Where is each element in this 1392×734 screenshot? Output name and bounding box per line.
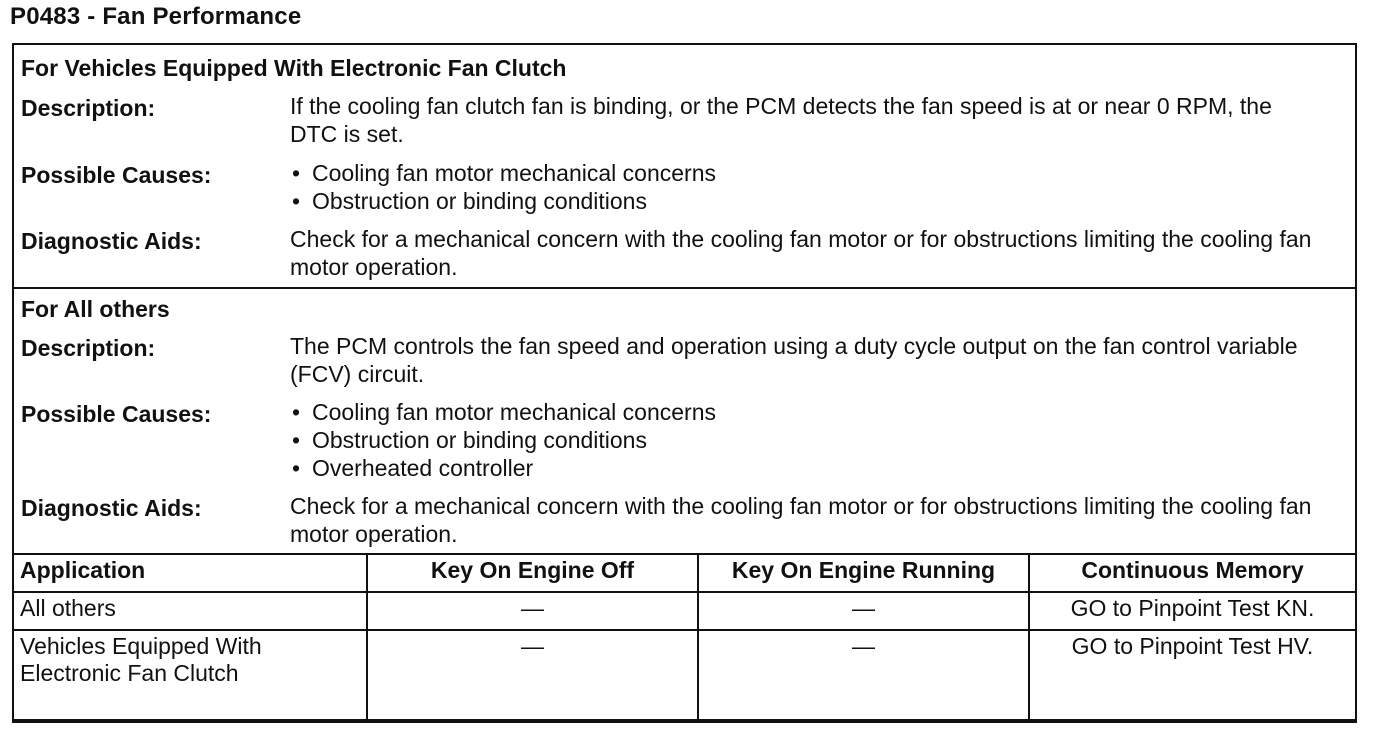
table-header-row: [13, 554, 1356, 592]
diagnostic-aids-text: Check for a mechanical concern with the cooling fan motor or for obstructions limiting the cooling fan motor operation.: [290, 226, 1312, 280]
possible-causes-label: Possible Causes:: [21, 401, 212, 427]
header-application: Application: [13, 554, 367, 592]
diagnostic-aids-label: Diagnostic Aids:: [21, 228, 202, 254]
section-all-others: [14, 287, 1355, 553]
description-label: Description:: [21, 335, 156, 361]
description-text: If the cooling fan clutch fan is binding, or the PCM detects the fan speed is at or near 0 RPM, the DTC is set.: [290, 93, 1272, 147]
diagnostic-aids-text: Check for a mechanical concern with the cooling fan motor or for obstructions limiting the cooling fan motor operation.: [290, 493, 1312, 547]
cell-koeo: —: [367, 630, 698, 720]
page-title: P0483 - Fan Performance: [10, 3, 302, 30]
cause-item: • Obstruction or binding conditions: [290, 426, 1340, 454]
section-electronic-fan-clutch: [14, 45, 1355, 287]
header-continuous-memory: Continuous Memory: [1029, 554, 1356, 592]
cell-koer: —: [698, 630, 1029, 720]
possible-causes-list: [290, 398, 1340, 482]
possible-causes-label: Possible Causes:: [21, 162, 212, 188]
cause-item: • Overheated controller: [290, 454, 1340, 482]
section-heading: For Vehicles Equipped With Electronic Fan Clutch: [21, 55, 567, 81]
cell-koer: —: [698, 592, 1029, 630]
cause-item: • Cooling fan motor mechanical concerns: [290, 398, 1340, 426]
cell-continuous-memory: GO to Pinpoint Test KN.: [1029, 592, 1356, 630]
section-heading: For All others: [21, 296, 170, 322]
header-koer: Key On Engine Running: [698, 554, 1029, 592]
header-koeo: Key On Engine Off: [367, 554, 698, 592]
table-row: [13, 592, 1356, 630]
description-text: The PCM controls the fan speed and operation using a duty cycle output on the fan control variable (FCV) circuit.: [290, 333, 1298, 387]
possible-causes-list: [290, 159, 1340, 215]
cell-koeo: —: [367, 592, 698, 630]
cell-application: Vehicles Equipped With Electronic Fan Clutch: [13, 630, 367, 720]
dtc-info-frame: [12, 43, 1357, 723]
diagnostic-aids-label: Diagnostic Aids:: [21, 495, 202, 521]
cell-continuous-memory: GO to Pinpoint Test HV.: [1029, 630, 1356, 720]
cause-item: • Cooling fan motor mechanical concerns: [290, 159, 1340, 187]
application-table: [12, 553, 1357, 721]
table-row: [13, 630, 1356, 720]
cause-item: • Obstruction or binding conditions: [290, 187, 1340, 215]
description-label: Description:: [21, 95, 156, 121]
cell-application: All others: [13, 592, 367, 630]
